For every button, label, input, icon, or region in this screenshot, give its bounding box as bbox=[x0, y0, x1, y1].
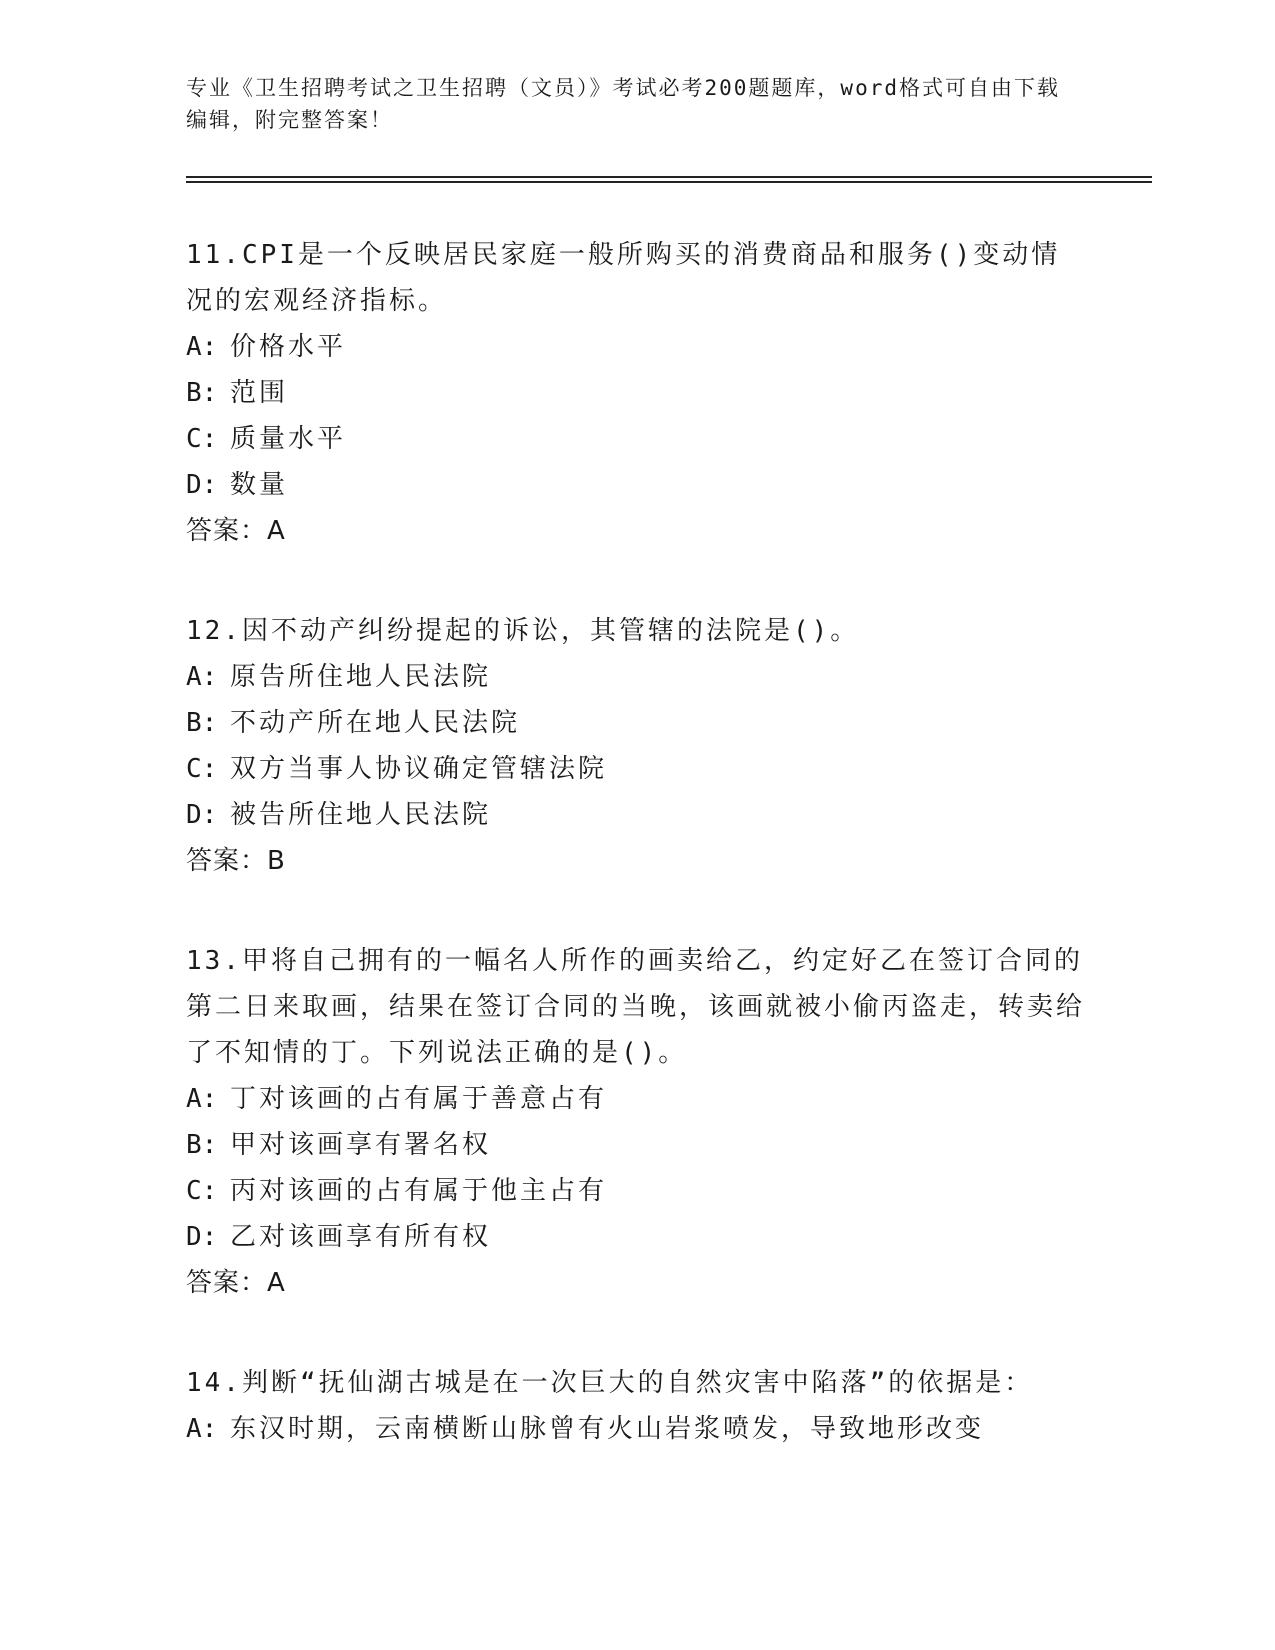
option-b bbox=[186, 700, 1086, 746]
question-stem: 11.CPI是一个反映居民家庭一般所购买的消费商品和服务()变动情况的宏观经济指标。 bbox=[186, 240, 1061, 316]
option-text: 价格水平 bbox=[230, 332, 347, 362]
option-c bbox=[186, 746, 1086, 792]
option-text: 乙对该画享有所有权 bbox=[230, 1222, 492, 1252]
option-a bbox=[186, 654, 1086, 700]
option-letter: C: bbox=[186, 754, 218, 784]
option-text: 丁对该画的占有属于善意占有 bbox=[230, 1084, 608, 1114]
option-letter: B: bbox=[186, 708, 218, 738]
question-13 bbox=[186, 938, 1086, 1306]
option-letter: A: bbox=[186, 1084, 218, 1114]
question-stem: 14.判断“抚仙湖古城是在一次巨大的自然灾害中陷落”的依据是： bbox=[186, 1368, 1034, 1398]
answer-line: 答案：A bbox=[186, 516, 286, 546]
option-d bbox=[186, 462, 1086, 508]
question-14 bbox=[186, 1360, 1086, 1452]
option-d bbox=[186, 1214, 1086, 1260]
option-letter: B: bbox=[186, 378, 218, 408]
option-text: 丙对该画的占有属于他主占有 bbox=[230, 1176, 608, 1206]
option-letter: C: bbox=[186, 424, 218, 454]
option-a bbox=[186, 1076, 1086, 1122]
option-text: 不动产所在地人民法院 bbox=[230, 708, 521, 738]
document-header: 专业《卫生招聘考试之卫生招聘（文员）》考试必考200题题库，word格式可自由下载编辑，附完整答案！ bbox=[186, 76, 1060, 132]
question-12 bbox=[186, 608, 1086, 884]
answer-line: 答案：B bbox=[186, 846, 286, 876]
option-letter: C: bbox=[186, 1176, 218, 1206]
answer-line: 答案：A bbox=[186, 1268, 286, 1298]
question-list bbox=[186, 232, 1086, 1506]
question-stem: 13.甲将自己拥有的一幅名人所作的画卖给乙，约定好乙在签订合同的第二日来取画，结果在签订合同的当晚，该画就被小偷丙盗走，转卖给了不知情的丁。下列说法正确的是()。 bbox=[186, 946, 1086, 1068]
option-b bbox=[186, 370, 1086, 416]
header-divider-bottom bbox=[186, 181, 1152, 183]
option-letter: D: bbox=[186, 1222, 218, 1252]
option-text: 范围 bbox=[230, 378, 289, 408]
option-b bbox=[186, 1122, 1086, 1168]
option-text: 东汉时期，云南横断山脉曾有火山岩浆喷发，导致地形改变 bbox=[230, 1414, 985, 1444]
option-d bbox=[186, 792, 1086, 838]
option-a bbox=[186, 324, 1086, 370]
option-c bbox=[186, 1168, 1086, 1214]
option-a bbox=[186, 1406, 1086, 1452]
option-text: 原告所住地人民法院 bbox=[230, 662, 492, 692]
option-letter: A: bbox=[186, 662, 218, 692]
option-text: 被告所住地人民法院 bbox=[230, 800, 492, 830]
option-c bbox=[186, 416, 1086, 462]
option-letter: D: bbox=[186, 800, 218, 830]
option-text: 质量水平 bbox=[230, 424, 347, 454]
option-letter: D: bbox=[186, 470, 218, 500]
question-stem: 12.因不动产纠纷提起的诉讼，其管辖的法院是()。 bbox=[186, 616, 860, 646]
option-letter: A: bbox=[186, 1414, 218, 1444]
option-text: 双方当事人协议确定管辖法院 bbox=[230, 754, 608, 784]
option-letter: B: bbox=[186, 1130, 218, 1160]
option-text: 甲对该画享有署名权 bbox=[230, 1130, 492, 1160]
question-11 bbox=[186, 232, 1086, 554]
option-text: 数量 bbox=[230, 470, 289, 500]
header-divider-top bbox=[186, 176, 1152, 178]
option-letter: A: bbox=[186, 332, 218, 362]
